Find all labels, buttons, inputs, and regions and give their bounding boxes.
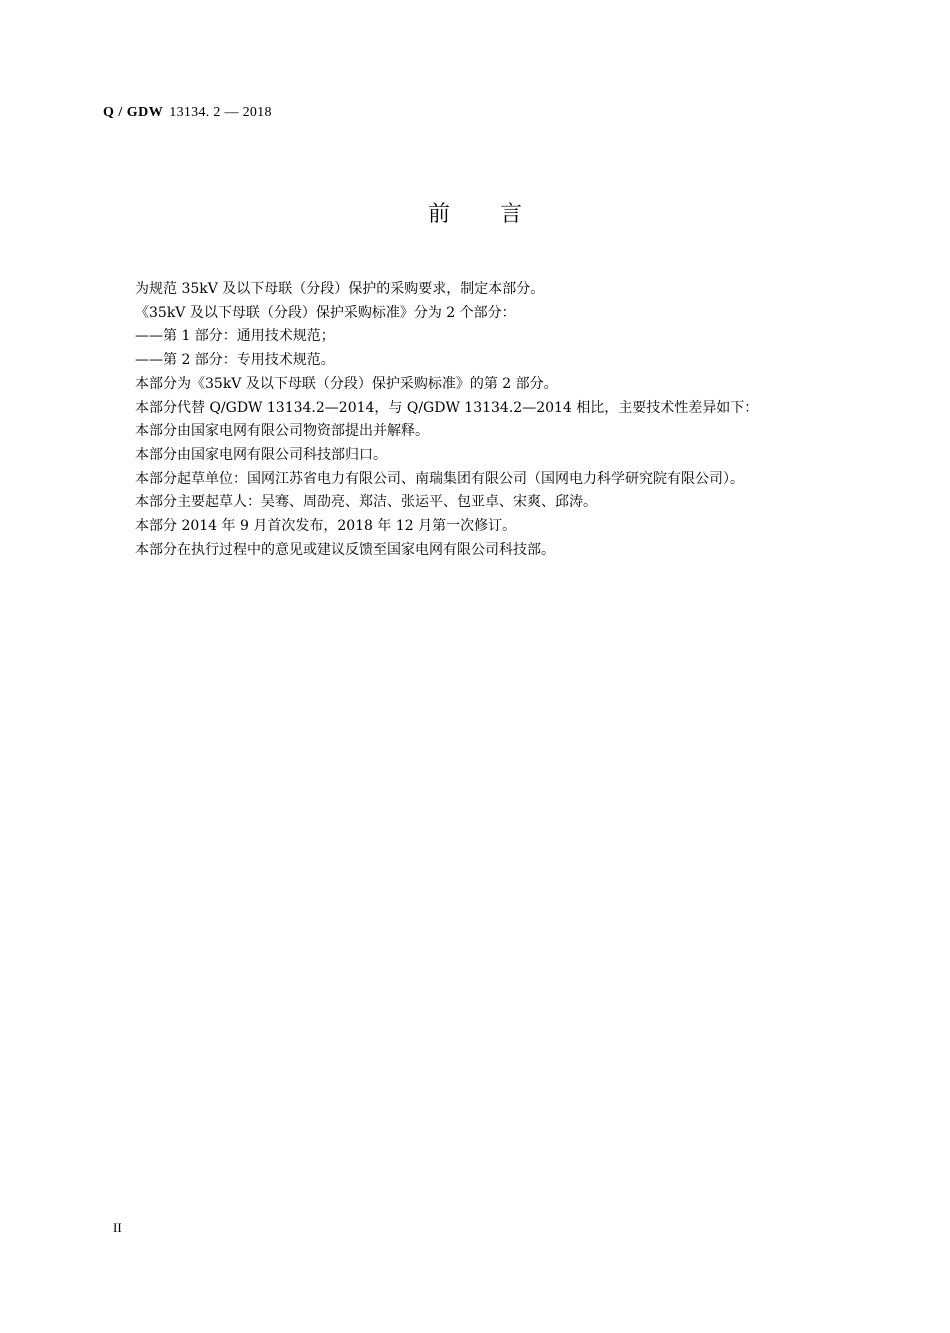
paragraph-line: 本部分在执行过程中的意见或建议反馈至国家电网有限公司科技部。 bbox=[135, 541, 555, 558]
paragraph-line: 本部分由国家电网有限公司物资部提出并解释。 bbox=[135, 423, 429, 440]
paragraph-line: 《35kV 及以下母联（分段）保护采购标准》分为 2 个部分： bbox=[135, 304, 516, 321]
document-code bbox=[103, 103, 272, 122]
paragraph-line: ——第 1 部分：通用技术规范； bbox=[135, 328, 335, 345]
foreword-body bbox=[135, 278, 895, 562]
paragraph-line: 本部分由国家电网有限公司科技部归口。 bbox=[135, 446, 387, 463]
paragraph-line: ——第 2 部分：专用技术规范。 bbox=[135, 352, 335, 369]
document-code-number: 13134. 2 — 2018 bbox=[169, 105, 272, 120]
paragraph-line: 本部分代替 Q/GDW 13134.2—2014，与 Q/GDW 13134.2—2014 相比，主要技术性差异如下： bbox=[135, 399, 759, 416]
paragraph-line: 本部分起草单位：国网江苏省电力有限公司、南瑞集团有限公司（国网电力科学研究院有限公司）。 bbox=[135, 470, 744, 487]
page-number: II bbox=[113, 1220, 122, 1235]
paragraph-line: 本部分为《35kV 及以下母联（分段）保护采购标准》的第 2 部分。 bbox=[135, 375, 558, 392]
document-code-prefix: Q / GDW bbox=[103, 105, 164, 120]
page-title: 前言 bbox=[427, 202, 572, 227]
paragraph-line: 本部分主要起草人：吴骞、周劭亮、郑洁、张运平、包亚卓、宋爽、邱涛。 bbox=[135, 494, 597, 511]
paragraph-line: 为规范 35kV 及以下母联（分段）保护的采购要求，制定本部分。 bbox=[135, 281, 545, 297]
paragraph-line: 本部分 2014 年 9 月首次发布，2018 年 12 月第一次修订。 bbox=[135, 518, 517, 535]
